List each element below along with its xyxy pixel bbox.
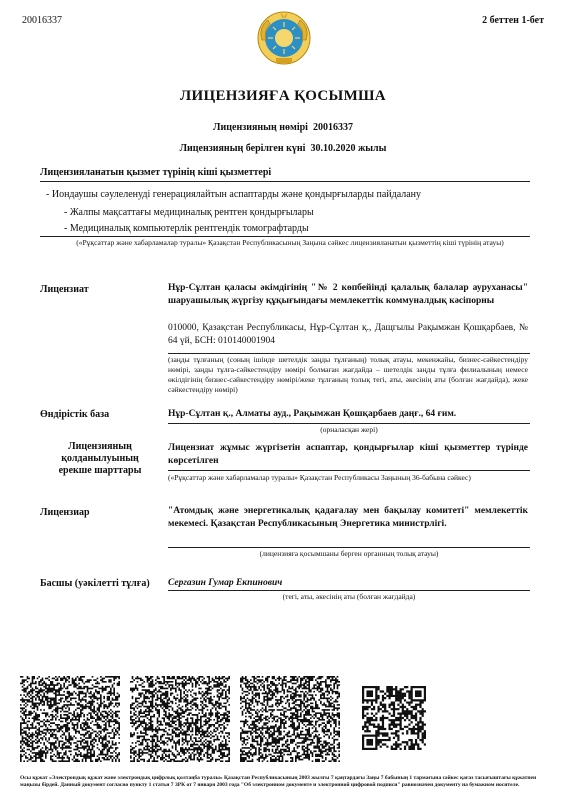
document-number: 20016337 xyxy=(22,15,62,26)
subactivity-item: - Жалпы мақсаттағы медициналық рентген қондырғылары xyxy=(64,207,314,218)
head-caption: (тегі, аты, әкесінің аты (болған жағдайда) xyxy=(282,592,416,601)
subactivity-item: - Медициналық компьютерлік рентгендік томографтарды xyxy=(64,223,309,234)
signature-barcode xyxy=(130,676,230,762)
conditions-label: Лицензияның қолданылуының ерекше шарттары xyxy=(58,441,142,476)
head-label: Басшы (уәкілетті тұлға) xyxy=(40,578,150,589)
subactivity-item: - Иондаушы сәулеленуді генерациялайтын аспаптарды және қондырғыларды пайдалану xyxy=(46,189,422,200)
divider xyxy=(168,353,530,354)
state-emblem-icon xyxy=(256,10,312,66)
license-number-label: Лицензияның нөмірі xyxy=(213,122,308,133)
qr-code xyxy=(362,686,426,750)
page-info: 2 беттен 1-бет xyxy=(482,15,544,26)
license-number-row xyxy=(0,122,566,133)
production-base-caption: (орналасқан жері) xyxy=(320,425,378,434)
subactivity-heading: Лицензияланатын қызмет түрінің кіші қызметтері xyxy=(40,167,272,178)
licensor-label: Лицензиар xyxy=(40,507,90,518)
licensor-caption: (лицензияға қосымшаны берген органның толық атауы) xyxy=(259,549,439,558)
divider xyxy=(168,590,530,591)
divider xyxy=(168,470,530,471)
signature-barcode xyxy=(240,676,340,762)
signature-barcode xyxy=(20,676,120,762)
production-base-value: Нұр-Сұлтан қ., Алматы ауд., Рақымжан Қошқарбаев даңғ., 64 ғим. xyxy=(168,409,457,419)
head-value: Сергазин Гумар Екпинович xyxy=(168,578,283,588)
license-number-value: 20016337 xyxy=(312,122,353,133)
document-title: ЛИЦЕНЗИЯҒА ҚОСЫМША xyxy=(180,88,386,104)
issue-date-value: 30.10.2020 жылы xyxy=(310,143,387,154)
divider xyxy=(40,236,530,237)
licensee-label: Лицензиат xyxy=(40,284,89,295)
issue-date-label: Лицензияның берілген күні xyxy=(179,143,306,154)
licensor-value: "Атомдық және энергетикалық қадағалау мен бақылау комитеті" мемлекеттік мекемесі. Қазақстан Республикасының Энергетика министрлігі. xyxy=(168,506,528,529)
subactivity-caption: («Рұқсаттар және хабарламалар туралы» Қазақстан Республикасының Заңына сәйкес лицензияланатын қызметтің кіші түрінің атауы) xyxy=(76,238,504,247)
production-base-label: Өндірістік база xyxy=(40,409,110,420)
divider xyxy=(168,423,530,424)
licensee-address: 010000, Қазақстан Республикасы, Нұр-Сұлтан қ., Дащгылы Рақымжан Қошқарбаев, № 64 үй, БСН: 010140001904 xyxy=(168,323,528,346)
divider xyxy=(40,181,530,182)
conditions-value: Лицензиат жұмыс жүргізетін аспаптар, қондырғылар кіші қызметтер түрінде көрсетілген xyxy=(168,443,528,466)
issue-date-row xyxy=(0,143,566,154)
legal-footer: Осы құжат «Электрондық құжат және электрондық цифрлық қолтаңба туралы» Қазақстан Республикасының 2003 жылғы 7 қаңтардағы Заңы 7 бабының 1 тармағына сәйкес қағаз тасығыштағы құжатпен маңызы бірдей. Данный документ согласно пункту 1 статьи 7 ЗРК от 7 января 2003 года "Об электронном документе и электронной цифровой подписи" равнозначен документу на бумажном носителе. xyxy=(20,775,537,788)
conditions-caption: («Рұқсаттар және хабарламалар туралы» Қазақстан Республикасы Заңының 36-бабына сәйкес) xyxy=(168,473,471,482)
licensee-name: Нұр-Сұлтан қаласы әкімдігінің "№ 2 көпбейінді қалалық балалар ауруханасы" шаруашылық жүргізу құқығындағы мемлекеттік коммуналдық кәсіпорны xyxy=(168,283,528,306)
licensee-caption: (заңды тұлғаның (соның ішінде шетелдік заңды тұлғаның) толық атауы, мекенжайы, бизнес-сәйкестендіру нөмірі, заңды тұлға-сәйкестендіру нөмірі болмаған жағдайда – шетелдік заңды тұлға филиалының немесе өкілдігінің бизнес-сәйкестендіру нөмірі/жеке тұлғаның толық тегі, аты, әкесінің аты (болған жағдайда), жеке сәйкестендіру нөмірі) xyxy=(168,355,528,394)
divider xyxy=(168,547,530,548)
